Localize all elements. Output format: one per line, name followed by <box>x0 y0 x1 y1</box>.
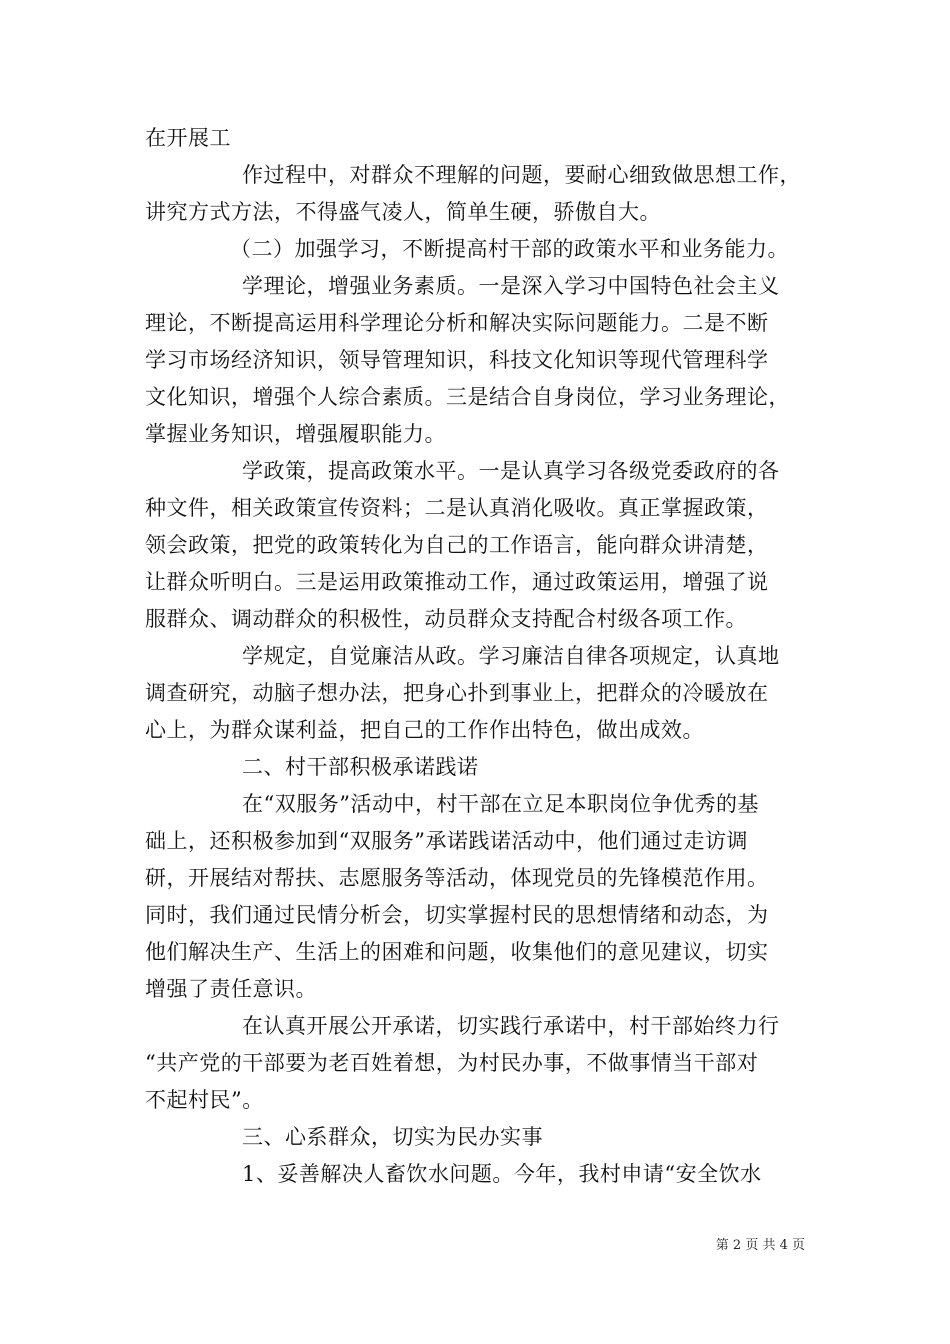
section-heading: （二）加强学习，不断提高村干部的政策水平和业务能力。 <box>230 237 789 261</box>
paragraph-line: 理论，不断提高运用科学理论分析和解决实际问题能力。二是不断 <box>145 311 769 335</box>
paragraph-line: 心上，为群众谋利益，把自己的工作作出特色，做出成效。 <box>145 718 704 742</box>
page-number-footer: 第 2 页 共 4 页 <box>715 1238 805 1253</box>
paragraph-line: “共产党的干部要为老百姓着想，为村民办事，不做事情当干部对 <box>145 1051 759 1075</box>
paragraph-line: 1、妥善解决人畜饮水问题。今年，我村申请“安全饮水 <box>242 1162 762 1186</box>
paragraph-line: 在开展工 <box>145 126 231 150</box>
paragraph-line: 种文件，相关政策宣传资料；二是认真消化吸收。真正掌握政策， <box>145 496 769 520</box>
paragraph-line: 增强了责任意识。 <box>145 977 317 1001</box>
paragraph-line: 调查研究，动脑子想办法，把身心扑到事业上，把群众的冷暖放在 <box>145 681 769 705</box>
paragraph-line: 研，开展结对帮扶、志愿服务等活动，体现党员的先锋模范作用。 <box>145 866 769 890</box>
paragraph-line: 掌握业务知识，增强履职能力。 <box>145 422 446 446</box>
paragraph-line: 让群众听明白。三是运用政策推动工作，通过政策运用，增强了说 <box>145 570 769 594</box>
paragraph-line: 学理论，增强业务素质。一是深入学习中国特色社会主义 <box>242 274 780 298</box>
paragraph-line: 学规定，自觉廉洁从政。学习廉洁自律各项规定，认真地 <box>242 644 780 668</box>
paragraph-line: 同时，我们通过民情分析会，切实掌握村民的思想情绪和动态，为 <box>145 903 769 927</box>
paragraph-line: 础上，还积极参加到“双服务”承诺践诺活动中，他们通过走访调 <box>145 829 748 853</box>
paragraph-line: 作过程中，对群众不理解的问题，要耐心细致做思想工作， <box>242 163 801 187</box>
paragraph-line: 在“双服务”活动中，村干部在立足本职岗位争优秀的基 <box>242 792 759 816</box>
paragraph-line: 他们解决生产、生活上的困难和问题，收集他们的意见建议，切实 <box>145 940 769 964</box>
paragraph-line: 学习市场经济知识，领导管理知识，科技文化知识等现代管理科学 <box>145 348 769 372</box>
document-body <box>145 120 825 1193</box>
paragraph-line: 在认真开展公开承诺，切实践行承诺中，村干部始终力行 <box>242 1014 780 1038</box>
section-heading: 二、村干部积极承诺践诺 <box>242 755 479 779</box>
paragraph-line: 不起村民”。 <box>145 1088 264 1112</box>
paragraph-line: 文化知识，增强个人综合素质。三是结合自身岗位，学习业务理论， <box>145 385 790 409</box>
paragraph-line: 领会政策，把党的政策转化为自己的工作语言，能向群众讲清楚， <box>145 533 769 557</box>
section-heading: 三、心系群众，切实为民办实事 <box>242 1125 543 1149</box>
paragraph-line: 学政策，提高政策水平。一是认真学习各级党委政府的各 <box>242 459 780 483</box>
paragraph-line: 服群众、调动群众的积极性，动员群众支持配合村级各项工作。 <box>145 607 747 631</box>
paragraph-line: 讲究方式方法，不得盛气凌人，简单生硬，骄傲自大。 <box>145 200 661 224</box>
